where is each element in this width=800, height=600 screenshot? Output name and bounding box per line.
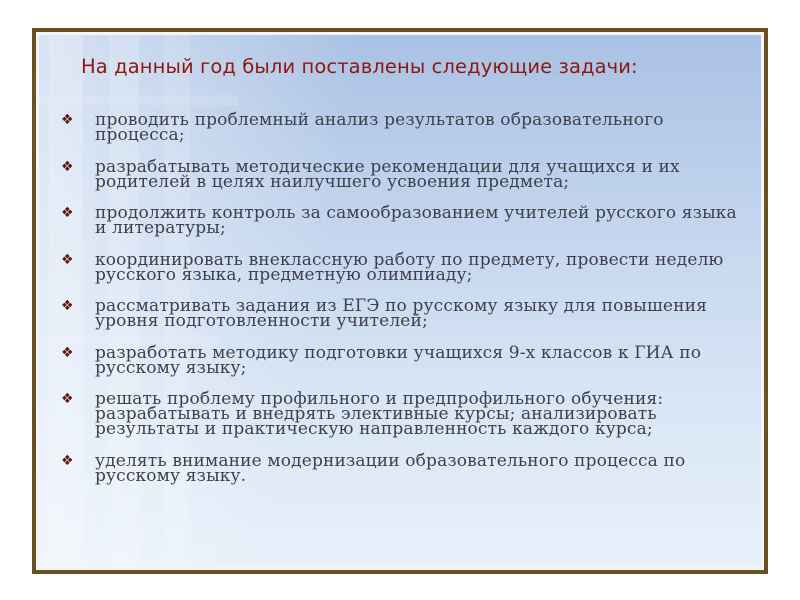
list-item-text: проводить проблемный анализ результатов образовательного процесса; [95,110,664,145]
diamond-bullet-icon: ❖ [61,205,74,221]
slide [39,35,761,567]
list-item-text: решать проблему профильного и предпрофильного обучения: разрабатывать и внедрять элективные курсы; анализировать результаты и практическую направленность каждого курса; [95,389,664,439]
list-item [49,389,749,439]
diamond-bullet-icon: ❖ [61,298,74,314]
list-item [49,156,749,192]
list-item-text: разрабатывать методические рекомендации для учащихся и их родителей в целях наилучшего усвоения предмета; [95,156,680,192]
diamond-bullet-icon: ❖ [61,344,74,361]
diamond-bullet-icon: ❖ [61,251,74,268]
list-item [49,203,749,238]
list-item [49,110,749,145]
list-item-text: продолжить контроль за самообразованием учителей русского языка и литературы; [95,203,737,238]
diamond-bullet-icon: ❖ [61,112,74,128]
list-item [49,296,749,331]
diamond-bullet-icon: ❖ [61,452,74,469]
list-item-text: уделять внимание модернизации образовательного процесса по русскому языку. [95,450,686,486]
list-item [49,249,749,285]
diamond-bullet-icon: ❖ [61,158,74,175]
diamond-bullet-icon: ❖ [61,391,74,407]
list-item-text: разработать методику подготовки учащихся 9-х классов к ГИА по русскому языку; [95,342,702,378]
slide-frame [32,28,768,574]
list-item-text: рассматривать задания из ЕГЭ по русскому языку для повышения уровня подготовленности учителей; [95,296,707,331]
slide-title: На данный год были поставлены следующие задачи: [81,55,638,78]
slide-inner-border [36,32,764,570]
list-item [49,450,749,486]
task-list [49,110,749,500]
list-item-text: координировать внеклассную работу по предмету, провести неделю русского языка, предметную олимпиаду; [95,249,724,285]
list-item [49,342,749,378]
